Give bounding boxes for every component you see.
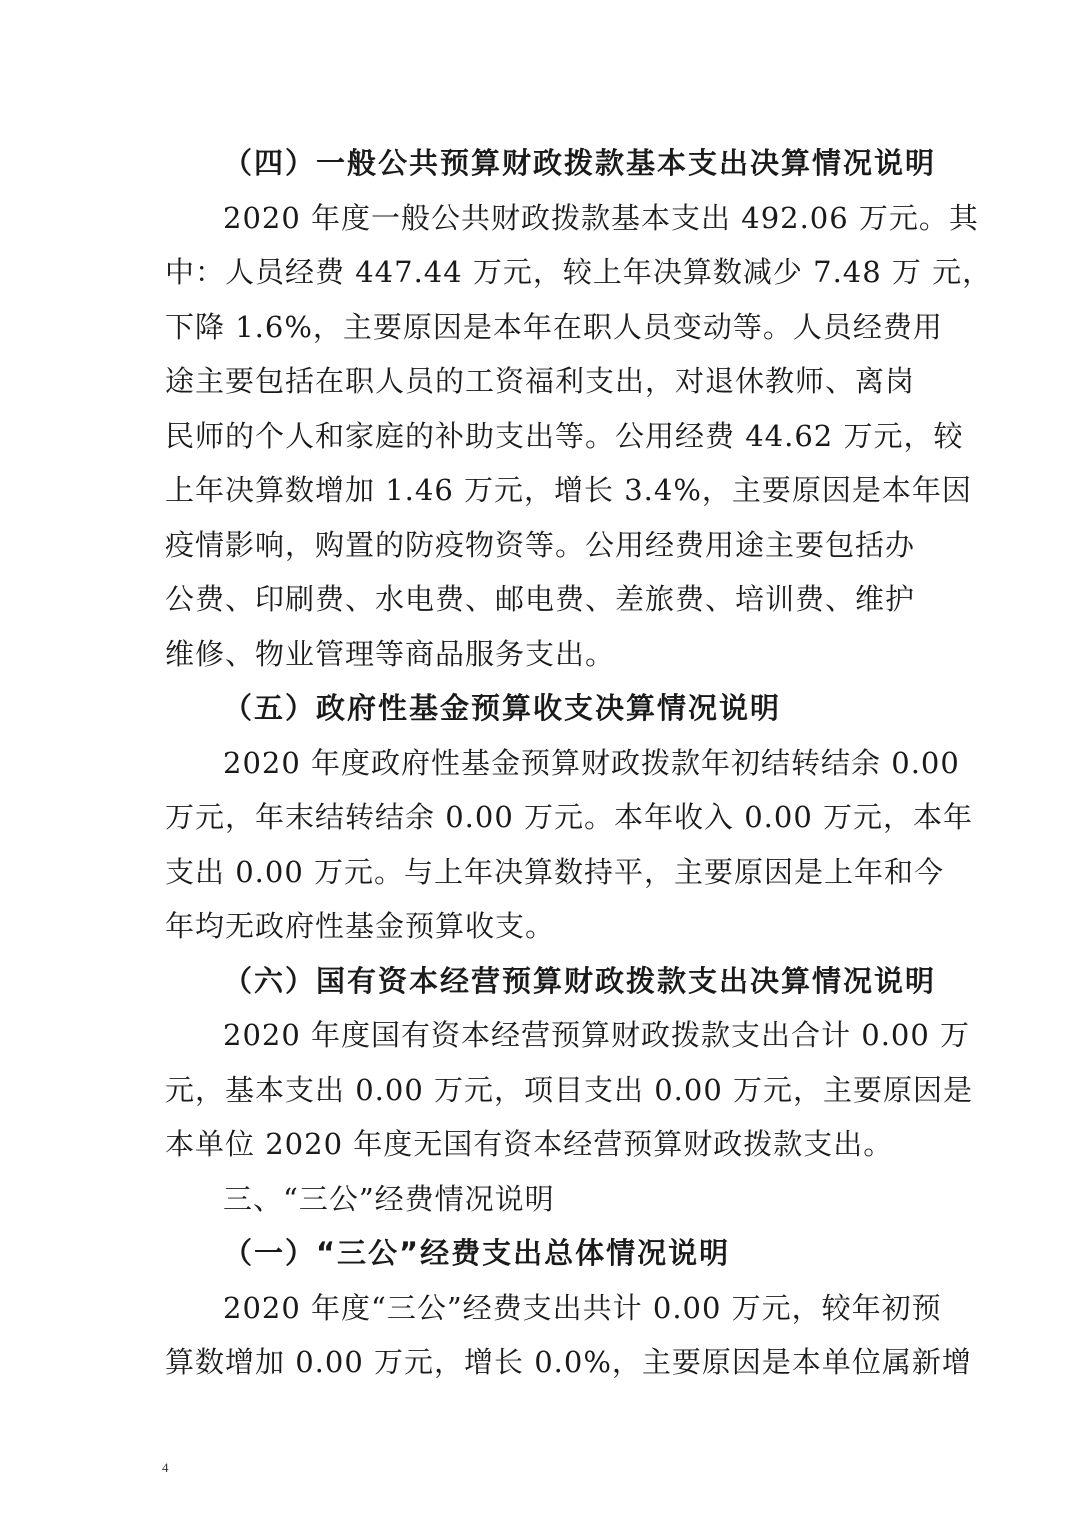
document-body — [165, 136, 993, 1390]
section-heading: （一）“三公”经费支出总体情况说明 — [223, 1236, 731, 1270]
paragraph-line: 维修、物业管理等商品服务支出。 — [165, 636, 616, 671]
paragraph-line: 2020 年度国有资本经营预算财政拨款支出合计 0.00 万 — [223, 1018, 971, 1052]
paragraph-line: 本单位 2020 年度无国有资本经营预算财政拨款支出。 — [165, 1127, 894, 1161]
paragraph-line: 疫情影响，购置的防疫物资等。公用经费用途主要包括办 — [165, 527, 916, 562]
paragraph-line: 上年决算数增加 1.46 万元，增长 3.4%，主要原因是本年因 — [165, 473, 972, 507]
paragraph-line: 2020 年度政府性基金预算财政拨款年初结转结余 0.00 — [223, 745, 960, 780]
section-heading: （六）国有资本经营预算财政拨款支出决算情况说明 — [223, 963, 937, 998]
chapter-heading: 三、“三公”经费情况说明 — [223, 1181, 555, 1216]
paragraph-line: 中：人员经费 447.44 万元，较上年决算数减少 7.48 万 元， — [165, 255, 993, 289]
paragraph-line: 民师的个人和家庭的补助支出等。公用经费 44.62 万元，较 — [165, 418, 964, 453]
paragraph-line: 算数增加 0.00 万元，增长 0.0%，主要原因是本单位属新增 — [165, 1345, 972, 1379]
paragraph-line: 年均无政府性基金预算收支。 — [165, 909, 556, 943]
paragraph-line: 公费、印刷费、水电费、邮电费、差旅费、培训费、维护 — [165, 582, 916, 616]
page-number: 4 — [162, 1460, 169, 1475]
paragraph-line: 元，基本支出 0.00 万元，项目支出 0.00 万元，主要原因是 — [165, 1072, 974, 1107]
section-heading: （五）政府性基金预算收支决算情况说明 — [223, 691, 782, 725]
paragraph-line: 途主要包括在职人员的工资福利支出，对退休教师、离岗 — [165, 364, 916, 398]
paragraph-line: 下降 1.6%，主要原因是本年在职人员变动等。人员经费用 — [165, 309, 943, 344]
paragraph-line: 万元，年末结转结余 0.00 万元。本年收入 0.00 万元，本年 — [165, 800, 974, 834]
paragraph-line: 2020 年度“三公”经费支出共计 0.00 万元，较年初预 — [223, 1290, 942, 1325]
paragraph-line: 2020 年度一般公共财政拨款基本支出 492.06 万元。其 — [223, 200, 979, 235]
section-heading: （四）一般公共预算财政拨款基本支出决算情况说明 — [223, 146, 937, 180]
paragraph-line: 支出 0.00 万元。与上年决算数持平，主要原因是上年和今 — [165, 854, 945, 889]
